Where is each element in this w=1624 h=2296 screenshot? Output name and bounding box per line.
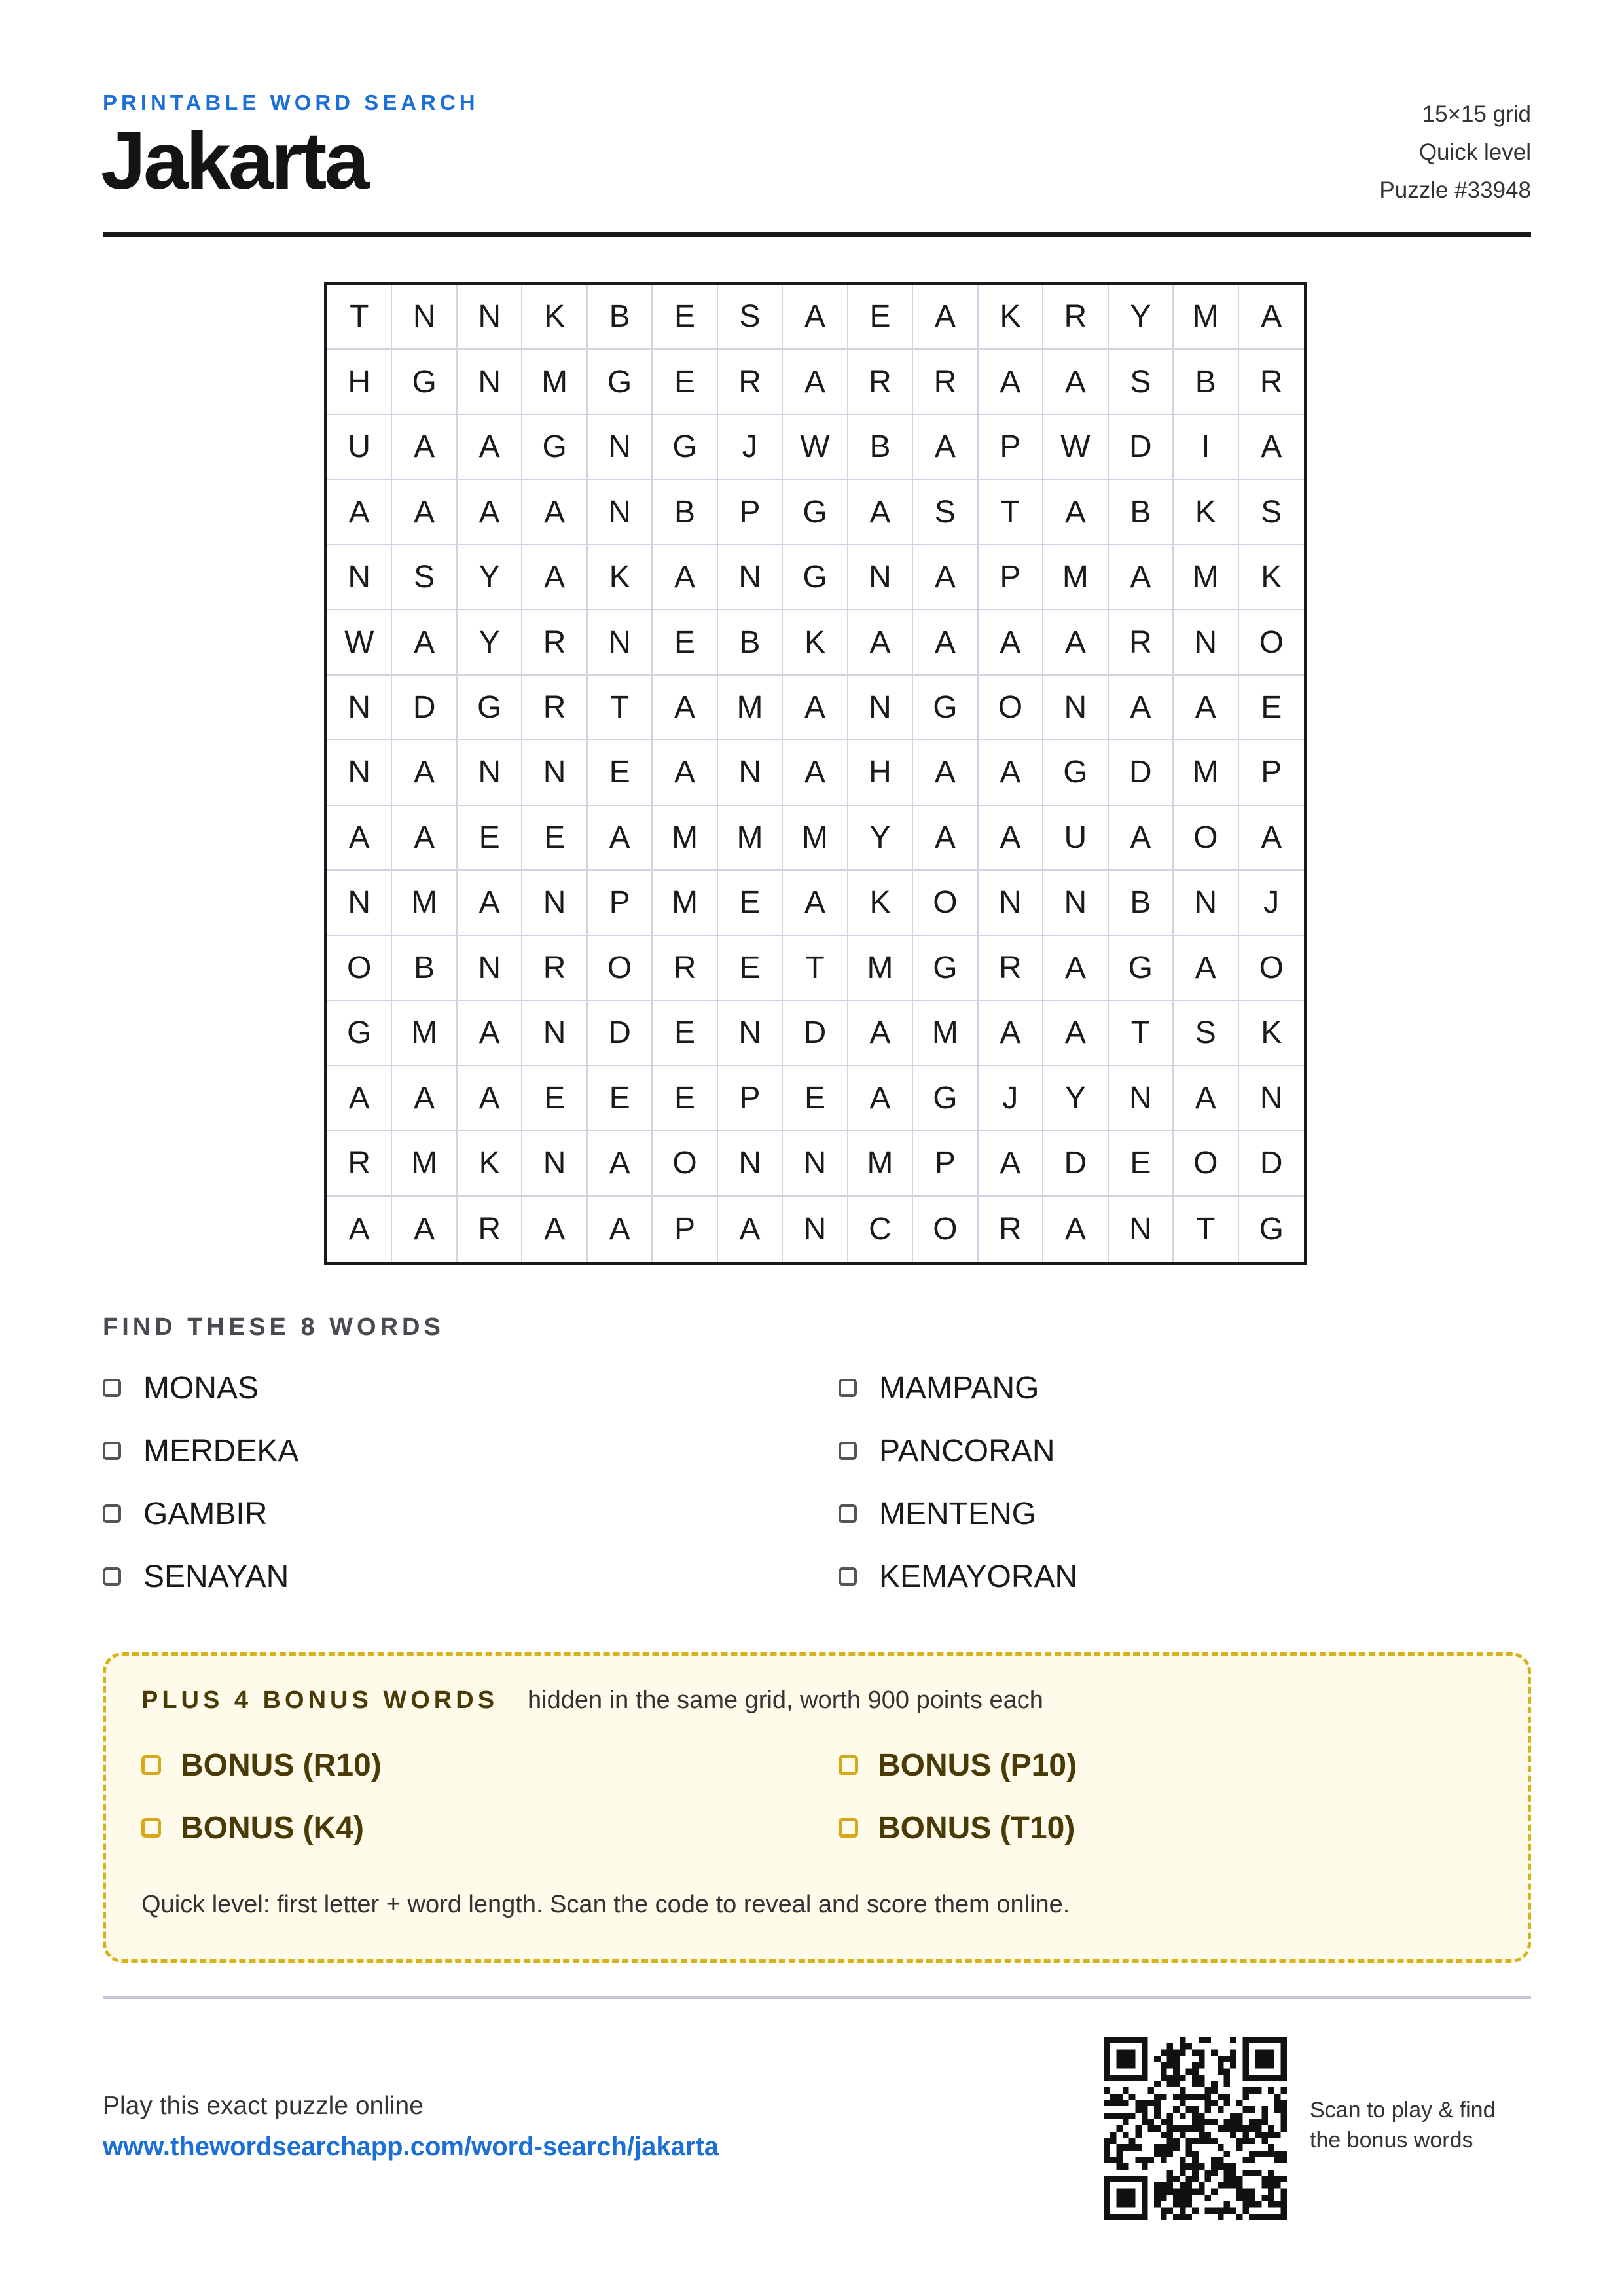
grid-cell[interactable]: N [783, 1197, 848, 1262]
grid-cell[interactable]: A [913, 285, 978, 350]
grid-cell[interactable]: P [653, 1197, 717, 1262]
grid-cell[interactable]: A [327, 1066, 392, 1131]
grid-cell[interactable]: Y [1109, 285, 1174, 350]
grid-cell[interactable]: T [327, 285, 392, 350]
checkbox[interactable] [141, 1755, 161, 1775]
grid-cell[interactable]: B [588, 285, 653, 350]
grid-cell[interactable]: A [458, 871, 522, 936]
grid-cell[interactable]: E [522, 806, 587, 871]
grid-cell[interactable]: N [588, 610, 653, 675]
grid-cell[interactable]: A [392, 1197, 457, 1262]
grid-cell[interactable]: D [1109, 740, 1174, 805]
grid-cell[interactable]: B [1109, 480, 1174, 545]
word-label: KEMAYORAN [879, 1559, 1078, 1594]
grid-cell[interactable]: A [522, 480, 587, 545]
grid-cell[interactable]: I [1174, 415, 1238, 480]
grid-cell[interactable]: A [913, 415, 978, 480]
grid-cell[interactable]: N [718, 740, 783, 805]
kicker-label: PRINTABLE WORD SEARCH [103, 90, 479, 115]
grid-cell[interactable]: A [327, 1197, 392, 1262]
grid-cell[interactable]: N [327, 545, 392, 610]
grid-cell[interactable]: A [913, 545, 978, 610]
grid-cell[interactable]: E [653, 1001, 717, 1066]
grid-cell[interactable]: A [1109, 545, 1174, 610]
grid-cell[interactable]: A [848, 480, 913, 545]
grid-cell[interactable]: R [718, 350, 783, 414]
grid-cell[interactable]: E [653, 350, 717, 414]
grid-cell[interactable]: A [1043, 350, 1108, 414]
word-label: PANCORAN [879, 1433, 1055, 1468]
footer-divider [103, 1996, 1531, 1999]
grid-cell[interactable]: G [913, 1066, 978, 1131]
grid-cell[interactable]: D [1239, 1131, 1304, 1196]
grid-cell[interactable]: B [392, 936, 457, 1001]
grid-cell[interactable]: O [1239, 610, 1304, 675]
grid-cell[interactable]: J [1239, 871, 1304, 936]
grid-cell[interactable]: N [1043, 871, 1108, 936]
grid-cell[interactable]: P [718, 1066, 783, 1131]
grid-cell[interactable]: P [1239, 740, 1304, 805]
grid-cell[interactable]: P [718, 480, 783, 545]
grid-cell[interactable]: G [458, 676, 522, 740]
play-online-label: Play this exact puzzle online [103, 2092, 424, 2120]
grid-cell[interactable]: N [522, 740, 587, 805]
checkbox[interactable] [839, 1567, 857, 1586]
grid-cell[interactable]: M [392, 871, 457, 936]
grid-cell[interactable]: A [653, 545, 717, 610]
bonus-item[interactable] [839, 1808, 1075, 1848]
grid-cell[interactable]: M [653, 871, 717, 936]
grid-cell[interactable]: P [979, 415, 1043, 480]
grid-cell[interactable]: P [588, 871, 653, 936]
level-label: Quick level [1418, 139, 1531, 165]
grid-cell[interactable]: N [588, 415, 653, 480]
grid-cell[interactable]: O [979, 676, 1043, 740]
grid-cell[interactable]: A [327, 480, 392, 545]
grid-cell[interactable]: A [913, 806, 978, 871]
grid-cell[interactable]: M [913, 1001, 978, 1066]
grid-cell[interactable]: M [1174, 285, 1238, 350]
grid-cell[interactable]: J [979, 1066, 1043, 1131]
grid-cell[interactable]: E [653, 610, 717, 675]
grid-cell[interactable]: D [588, 1001, 653, 1066]
grid-cell[interactable]: M [1174, 545, 1238, 610]
grid-cell[interactable]: R [522, 936, 587, 1001]
find-words-heading: FIND THESE 8 WORDS [103, 1313, 444, 1341]
word-item[interactable] [103, 1494, 267, 1533]
grid-cell[interactable]: N [327, 740, 392, 805]
grid-cell[interactable]: A [783, 676, 848, 740]
grid-cell[interactable]: K [1174, 480, 1238, 545]
grid-cell[interactable]: W [327, 610, 392, 675]
scan-line-2: the bonus words [1310, 2128, 1473, 2153]
grid-cell[interactable]: A [522, 1197, 587, 1262]
grid-cell[interactable]: M [653, 806, 717, 871]
checkbox[interactable] [839, 1755, 858, 1775]
grid-cell[interactable]: K [522, 285, 587, 350]
grid-cell[interactable]: A [1174, 676, 1238, 740]
grid-cell[interactable]: N [1109, 1197, 1174, 1262]
word-label: MAMPANG [879, 1370, 1039, 1406]
grid-cell[interactable]: P [979, 545, 1043, 610]
grid-cell[interactable]: T [588, 676, 653, 740]
grid-cell[interactable]: A [458, 1001, 522, 1066]
grid-cell[interactable]: M [783, 806, 848, 871]
word-item[interactable] [839, 1557, 1077, 1596]
grid-cell[interactable]: A [392, 1066, 457, 1131]
grid-cell[interactable]: N [1239, 1066, 1304, 1131]
grid-cell[interactable]: G [1109, 936, 1174, 1001]
grid-cell[interactable]: R [979, 936, 1043, 1001]
bonus-label: BONUS (R10) [181, 1747, 382, 1783]
grid-cell[interactable]: A [1109, 806, 1174, 871]
grid-cell[interactable]: A [458, 1066, 522, 1131]
grid-cell[interactable]: O [1174, 806, 1238, 871]
grid-cell[interactable]: A [1239, 285, 1304, 350]
grid-cell[interactable]: K [979, 285, 1043, 350]
grid-cell[interactable]: E [1109, 1131, 1174, 1196]
grid-cell[interactable]: N [327, 676, 392, 740]
grid-cell[interactable]: N [979, 871, 1043, 936]
grid-cell[interactable]: U [1043, 806, 1108, 871]
checkbox[interactable] [839, 1379, 857, 1397]
grid-cell[interactable]: O [1174, 1131, 1238, 1196]
grid-cell[interactable]: N [522, 1131, 587, 1196]
grid-cell[interactable]: A [979, 350, 1043, 414]
bonus-item[interactable] [141, 1808, 364, 1848]
grid-cell[interactable]: A [1239, 806, 1304, 871]
grid-cell[interactable]: A [1043, 480, 1108, 545]
grid-cell[interactable]: A [783, 871, 848, 936]
word-label: MENTENG [879, 1496, 1036, 1531]
checkbox[interactable] [141, 1818, 161, 1838]
grid-cell[interactable]: S [718, 285, 783, 350]
grid-cell[interactable]: A [392, 480, 457, 545]
grid-cell[interactable]: M [522, 350, 587, 414]
grid-cell[interactable]: A [913, 740, 978, 805]
bonus-heading: PLUS 4 BONUS WORDS [141, 1686, 499, 1714]
grid-cell[interactable]: A [327, 806, 392, 871]
grid-cell[interactable]: B [1174, 350, 1238, 414]
grid-cell[interactable]: Y [458, 545, 522, 610]
puzzle-meta [1379, 96, 1531, 210]
grid-cell[interactable]: A [783, 350, 848, 414]
grid-cell[interactable]: M [392, 1001, 457, 1066]
grid-cell[interactable]: A [653, 740, 717, 805]
checkbox[interactable] [103, 1504, 121, 1523]
grid-cell[interactable]: D [392, 676, 457, 740]
grid-cell[interactable]: N [458, 936, 522, 1001]
grid-cell[interactable]: G [327, 1001, 392, 1066]
grid-cell[interactable]: B [1109, 871, 1174, 936]
grid-cell[interactable]: N [1043, 676, 1108, 740]
grid-cell[interactable]: R [1239, 350, 1304, 414]
grid-cell[interactable]: S [392, 545, 457, 610]
checkbox[interactable] [839, 1442, 857, 1460]
grid-cell[interactable]: K [458, 1131, 522, 1196]
word-item[interactable] [103, 1431, 298, 1470]
grid-cell[interactable]: A [1043, 610, 1108, 675]
grid-cell[interactable]: E [458, 806, 522, 871]
grid-cell[interactable]: N [848, 676, 913, 740]
grid-cell[interactable]: S [1174, 1001, 1238, 1066]
grid-cell[interactable]: A [1174, 936, 1238, 1001]
grid-cell[interactable]: R [458, 1197, 522, 1262]
bonus-label: BONUS (P10) [878, 1747, 1077, 1783]
grid-cell[interactable]: T [1109, 1001, 1174, 1066]
grid-cell[interactable]: N [718, 1001, 783, 1066]
grid-cell[interactable]: N [1109, 1066, 1174, 1131]
word-item[interactable] [103, 1368, 259, 1408]
grid-cell[interactable]: A [848, 1066, 913, 1131]
grid-cell[interactable]: G [913, 676, 978, 740]
grid-cell[interactable]: E [718, 936, 783, 1001]
grid-cell[interactable]: N [848, 545, 913, 610]
grid-cell[interactable]: A [848, 610, 913, 675]
grid-cell[interactable]: D [1043, 1131, 1108, 1196]
grid-cell[interactable]: R [1109, 610, 1174, 675]
grid-cell[interactable]: A [392, 740, 457, 805]
grid-cell[interactable]: G [1043, 740, 1108, 805]
grid-cell[interactable]: M [392, 1131, 457, 1196]
grid-cell[interactable]: R [848, 350, 913, 414]
word-label: SENAYAN [143, 1559, 289, 1594]
grid-cell[interactable]: A [458, 480, 522, 545]
grid-cell[interactable]: O [913, 1197, 978, 1262]
grid-cell[interactable]: G [783, 545, 848, 610]
grid-cell[interactable]: A [392, 610, 457, 675]
grid-cell[interactable]: R [913, 350, 978, 414]
grid-cell[interactable]: N [458, 350, 522, 414]
grid-cell[interactable]: K [848, 871, 913, 936]
grid-cell[interactable]: K [783, 610, 848, 675]
bonus-note: Quick level: first letter + word length. Scan the code to reveal and score them online. [141, 1891, 1070, 1918]
grid-cell[interactable]: M [718, 806, 783, 871]
grid-cell[interactable]: M [848, 1131, 913, 1196]
grid-cell[interactable]: G [522, 415, 587, 480]
word-item[interactable] [839, 1431, 1055, 1470]
grid-cell[interactable]: O [913, 871, 978, 936]
grid-cell[interactable]: E [653, 285, 717, 350]
grid-cell[interactable]: E [522, 1066, 587, 1131]
grid-cell[interactable]: K [1239, 1001, 1304, 1066]
grid-cell[interactable]: G [783, 480, 848, 545]
grid-cell[interactable]: A [848, 1001, 913, 1066]
grid-cell[interactable]: A [783, 740, 848, 805]
grid-cell[interactable]: E [588, 1066, 653, 1131]
checkbox[interactable] [839, 1818, 858, 1838]
grid-cell[interactable]: A [718, 1197, 783, 1262]
grid-cell[interactable]: R [327, 1131, 392, 1196]
bonus-label: BONUS (T10) [878, 1810, 1075, 1846]
grid-cell[interactable]: R [522, 676, 587, 740]
grid-cell[interactable]: A [588, 1197, 653, 1262]
qr-code-icon[interactable] [1104, 2037, 1287, 2220]
grid-cell[interactable]: A [979, 610, 1043, 675]
grid-cell[interactable]: S [1109, 350, 1174, 414]
grid-cell[interactable]: N [718, 1131, 783, 1196]
grid-cell[interactable]: N [718, 545, 783, 610]
grid-cell[interactable]: A [783, 285, 848, 350]
grid-cell[interactable]: A [913, 610, 978, 675]
grid-cell[interactable]: A [1043, 936, 1108, 1001]
grid-cell[interactable]: H [848, 740, 913, 805]
grid-cell[interactable]: A [1174, 1066, 1238, 1131]
header-divider [103, 232, 1531, 237]
grid-cell[interactable]: J [718, 415, 783, 480]
puzzle-url-link[interactable]: www.thewordsearchapp.com/word-search/jakarta [103, 2132, 719, 2161]
puzzle-number-label: Puzzle #33948 [1379, 177, 1531, 203]
grid-cell[interactable]: B [848, 415, 913, 480]
grid-cell[interactable]: R [1043, 285, 1108, 350]
checkbox[interactable] [103, 1442, 121, 1460]
grid-cell[interactable]: A [458, 415, 522, 480]
grid-cell[interactable]: T [1174, 1197, 1238, 1262]
letter-grid[interactable] [324, 282, 1307, 1265]
grid-cell[interactable]: A [522, 545, 587, 610]
checkbox[interactable] [839, 1504, 857, 1523]
grid-cell[interactable]: G [588, 350, 653, 414]
grid-cell[interactable]: A [1043, 1001, 1108, 1066]
grid-cell[interactable]: A [1239, 415, 1304, 480]
grid-cell[interactable]: A [588, 1131, 653, 1196]
grid-cell[interactable]: T [979, 480, 1043, 545]
grid-cell[interactable]: G [653, 415, 717, 480]
grid-cell[interactable]: D [783, 1001, 848, 1066]
page-title: Jakarta [101, 116, 367, 206]
grid-cell[interactable]: K [588, 545, 653, 610]
grid-cell[interactable]: A [1109, 676, 1174, 740]
grid-cell[interactable]: E [653, 1066, 717, 1131]
grid-cell[interactable]: N [1174, 871, 1238, 936]
grid-cell[interactable]: A [392, 806, 457, 871]
grid-cell[interactable]: A [979, 1001, 1043, 1066]
grid-cell[interactable]: Y [1043, 1066, 1108, 1131]
grid-cell[interactable]: N [522, 1001, 587, 1066]
grid-cell[interactable]: N [392, 285, 457, 350]
grid-cell[interactable]: U [327, 415, 392, 480]
checkbox[interactable] [103, 1379, 121, 1397]
word-label: GAMBIR [143, 1496, 268, 1531]
bonus-item[interactable] [839, 1745, 1077, 1785]
grid-cell[interactable]: N [458, 285, 522, 350]
grid-cell[interactable]: N [327, 871, 392, 936]
grid-cell[interactable]: M [848, 936, 913, 1001]
bonus-item[interactable] [141, 1745, 382, 1785]
grid-cell[interactable]: M [1174, 740, 1238, 805]
grid-cell[interactable]: O [327, 936, 392, 1001]
grid-cell[interactable]: E [848, 285, 913, 350]
grid-cell[interactable]: E [588, 740, 653, 805]
grid-cell[interactable]: R [653, 936, 717, 1001]
grid-cell[interactable]: N [588, 480, 653, 545]
grid-cell[interactable]: M [1043, 545, 1108, 610]
grid-cell[interactable]: S [1239, 480, 1304, 545]
grid-cell[interactable]: E [1239, 676, 1304, 740]
grid-cell[interactable]: A [1043, 1197, 1108, 1262]
grid-cell[interactable]: W [1043, 415, 1108, 480]
grid-cell[interactable]: N [458, 740, 522, 805]
grid-cell[interactable]: N [783, 1131, 848, 1196]
grid-cell[interactable]: R [979, 1197, 1043, 1262]
grid-cell[interactable]: C [848, 1197, 913, 1262]
grid-size-label: 15×15 grid [1422, 101, 1531, 127]
grid-cell[interactable]: O [653, 1131, 717, 1196]
word-item[interactable] [839, 1494, 1036, 1533]
grid-cell[interactable]: K [1239, 545, 1304, 610]
word-label: MERDEKA [143, 1433, 299, 1468]
bonus-subtitle: hidden in the same grid, worth 900 points each [528, 1686, 1043, 1714]
grid-cell[interactable]: G [392, 350, 457, 414]
grid-cell[interactable]: D [1109, 415, 1174, 480]
grid-cell[interactable]: E [718, 871, 783, 936]
grid-cell[interactable]: O [1239, 936, 1304, 1001]
grid-cell[interactable]: G [913, 936, 978, 1001]
checkbox[interactable] [103, 1567, 121, 1586]
grid-cell[interactable]: O [588, 936, 653, 1001]
grid-cell[interactable]: A [653, 676, 717, 740]
grid-cell[interactable]: H [327, 350, 392, 414]
grid-cell[interactable]: N [1174, 610, 1238, 675]
grid-cell[interactable]: Y [458, 610, 522, 675]
scan-caption [1310, 2095, 1496, 2155]
grid-cell[interactable]: G [1259, 1211, 1284, 1247]
grid-cell[interactable]: P [913, 1131, 978, 1196]
grid-cell[interactable]: A [979, 740, 1043, 805]
grid-cell[interactable]: Y [848, 806, 913, 871]
grid-cell[interactable]: A [979, 1131, 1043, 1196]
word-item[interactable] [839, 1368, 1039, 1408]
grid-cell[interactable]: A [392, 415, 457, 480]
grid-cell[interactable]: B [718, 610, 783, 675]
grid-cell[interactable]: N [522, 871, 587, 936]
grid-cell[interactable]: A [588, 806, 653, 871]
word-label: MONAS [143, 1370, 259, 1406]
grid-cell[interactable]: E [783, 1066, 848, 1131]
word-item[interactable] [103, 1557, 289, 1596]
grid-cell[interactable]: T [783, 936, 848, 1001]
scan-line-1: Scan to play & find [1310, 2098, 1496, 2123]
grid-cell[interactable]: R [522, 610, 587, 675]
bonus-label: BONUS (K4) [181, 1810, 365, 1846]
grid-cell[interactable]: B [653, 480, 717, 545]
grid-cell[interactable]: A [979, 806, 1043, 871]
grid-cell[interactable]: M [718, 676, 783, 740]
grid-cell[interactable]: S [913, 480, 978, 545]
grid-cell[interactable]: W [783, 415, 848, 480]
